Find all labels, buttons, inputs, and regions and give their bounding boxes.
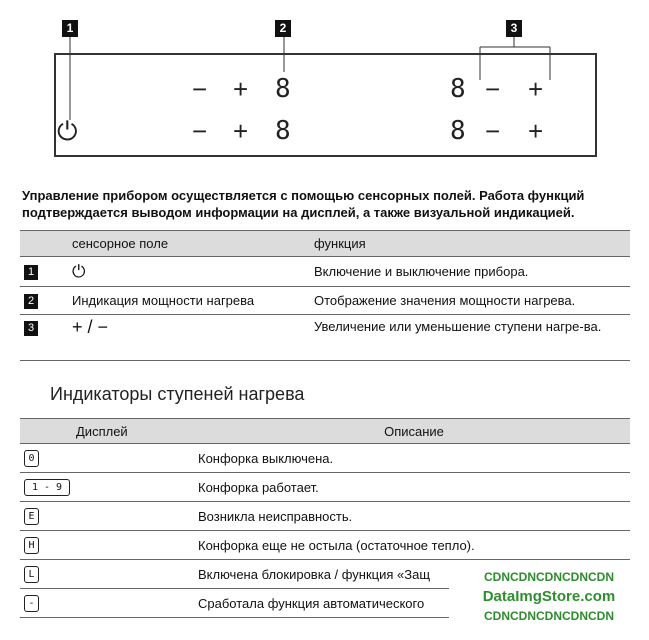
table-row xyxy=(20,473,630,502)
display-symbol: 0 xyxy=(24,450,39,467)
watermark-line-1: CDNCDNCDNCDNCDN xyxy=(484,570,614,584)
display-symbol: L xyxy=(24,566,39,583)
intro-paragraph: Управление прибором осуществляется с помощью сенсорных полей. Работа функций подтверждается выводом информации на дисплей, а также визуальной индикацией. xyxy=(22,188,585,220)
table-row xyxy=(20,531,630,560)
table-cell-field: + / − xyxy=(72,315,314,361)
left-display-1: 8 xyxy=(275,74,291,104)
table-row xyxy=(20,257,630,287)
table-cell-function: Отображение значения мощности нагрева. xyxy=(314,287,630,315)
table-row xyxy=(20,444,630,473)
row-number: 2 xyxy=(24,294,38,309)
left-minus-2[interactable]: − xyxy=(192,116,208,146)
table-cell-description: Конфорка выключена. xyxy=(198,444,630,473)
table-cell-function: Увеличение или уменьшение ступени нагре-ва. xyxy=(314,315,630,361)
table-cell-description: Конфорка еще не остыла (остаточное тепло). xyxy=(198,531,630,560)
callout-1: 1 xyxy=(62,20,78,37)
sensor-fields-table xyxy=(20,230,630,361)
left-display-2: 8 xyxy=(275,116,291,146)
table-row xyxy=(20,287,630,315)
section-heading: Индикаторы ступеней нагрева xyxy=(50,384,305,404)
table1-header-function: функция xyxy=(314,231,630,257)
table-cell-field: Индикация мощности нагрева xyxy=(72,287,314,315)
table1-header-spacer xyxy=(20,231,72,257)
display-symbol: - xyxy=(24,595,39,612)
table-cell-description: Сработала функция автоматического xyxy=(198,589,630,618)
callout-3: 3 xyxy=(506,20,522,37)
right-display-2: 8 xyxy=(450,116,466,146)
display-symbol: H xyxy=(24,537,39,554)
table-cell-description: Возникла неисправность. xyxy=(198,502,630,531)
table2-header-description: Описание xyxy=(198,419,630,444)
left-plus-1[interactable]: + xyxy=(233,74,249,104)
table2-header-display: Дисплей xyxy=(20,419,198,444)
watermark xyxy=(449,566,649,640)
table-cell-description: Конфорка работает. xyxy=(198,473,630,502)
table-cell-field: ⏻ xyxy=(72,257,314,287)
table-row xyxy=(20,315,630,361)
watermark-line-3: CDNCDNCDNCDNCDN xyxy=(484,609,614,623)
table1-header-field: сенсорное поле xyxy=(72,231,314,257)
table-cell-function: Включение и выключение прибора. xyxy=(314,257,630,287)
left-plus-2[interactable]: + xyxy=(233,116,249,146)
right-minus-2[interactable]: − xyxy=(485,116,501,146)
right-minus-1[interactable]: − xyxy=(485,74,501,104)
left-minus-1[interactable]: − xyxy=(192,74,208,104)
callout-2: 2 xyxy=(275,20,291,37)
display-symbol: 1 - 9 xyxy=(24,479,70,496)
row-number: 1 xyxy=(24,265,38,280)
table-row xyxy=(20,502,630,531)
table-cell-description: Включена блокировка / функция «Защ xyxy=(198,560,630,589)
display-symbol: E xyxy=(24,508,39,525)
watermark-line-2: DataImgStore.com xyxy=(482,588,616,605)
right-plus-1[interactable]: + xyxy=(528,74,544,104)
right-plus-2[interactable]: + xyxy=(528,116,544,146)
power-icon[interactable]: ⏻ xyxy=(57,116,78,146)
control-panel xyxy=(54,53,597,157)
row-number: 3 xyxy=(24,321,38,336)
right-display-1: 8 xyxy=(450,74,466,104)
